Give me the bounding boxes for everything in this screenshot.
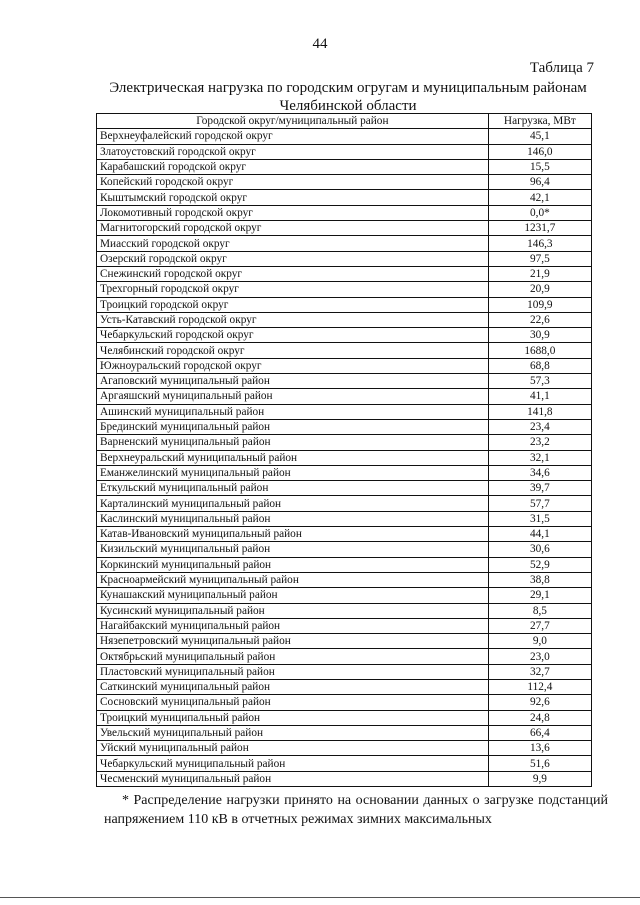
load-value-cell: 1688,0 xyxy=(488,343,591,358)
table-row xyxy=(97,374,592,389)
district-name-cell: Карталинский муниципальный район xyxy=(97,496,489,511)
table-row xyxy=(97,511,592,526)
load-value-cell: 32,7 xyxy=(488,664,591,679)
load-value-cell: 68,8 xyxy=(488,358,591,373)
district-name-cell: Сосновский муниципальный район xyxy=(97,695,489,710)
table-row xyxy=(97,542,592,557)
page-number: 44 xyxy=(312,36,328,52)
table-row xyxy=(97,419,592,434)
table-row xyxy=(97,221,592,236)
table-row xyxy=(97,572,592,587)
load-value-cell: 92,6 xyxy=(488,695,591,710)
district-name-cell: Катав-Ивановский муниципальный район xyxy=(97,527,489,542)
table-row xyxy=(97,450,592,465)
table-row xyxy=(97,205,592,220)
district-name-cell: Октябрьский муниципальный район xyxy=(97,649,489,664)
district-name-cell: Чесменский муниципальный район xyxy=(97,771,489,786)
table-row xyxy=(97,404,592,419)
district-name-cell: Нязепетровский муниципальный район xyxy=(97,634,489,649)
table-row xyxy=(97,634,592,649)
footnote: * Распределение нагрузки принято на основании данных о загрузке подстанций напряжением 110 кВ в отчетных режимах зимних максимальных xyxy=(104,793,608,827)
load-value-cell: 20,9 xyxy=(488,282,591,297)
table-row xyxy=(97,328,592,343)
load-value-cell: 66,4 xyxy=(488,725,591,740)
load-value-cell: 34,6 xyxy=(488,465,591,480)
district-name-cell: Верхнеуфалейский городской округ xyxy=(97,129,489,144)
table-row xyxy=(97,312,592,327)
district-name-cell: Верхнеуральский муниципальный район xyxy=(97,450,489,465)
load-value-cell: 45,1 xyxy=(488,129,591,144)
district-name-cell: Агаповский муниципальный район xyxy=(97,374,489,389)
load-value-cell: 0,0* xyxy=(488,205,591,220)
load-value-cell: 24,8 xyxy=(488,710,591,725)
load-value-cell: 39,7 xyxy=(488,481,591,496)
table-row xyxy=(97,557,592,572)
load-value-cell: 57,7 xyxy=(488,496,591,511)
load-value-cell: 29,1 xyxy=(488,588,591,603)
district-name-cell: Кыштымский городской округ xyxy=(97,190,489,205)
header-district: Городской округ/муниципальный район xyxy=(97,114,489,129)
table-row xyxy=(97,496,592,511)
table-title: Электрическая нагрузка по городским огругам и муниципальным районам Челябинской области xyxy=(109,80,587,114)
district-name-cell: Еманжелинский муниципальный район xyxy=(97,465,489,480)
load-value-cell: 52,9 xyxy=(488,557,591,572)
load-value-cell: 109,9 xyxy=(488,297,591,312)
load-value-cell: 57,3 xyxy=(488,374,591,389)
table-row xyxy=(97,190,592,205)
district-name-cell: Еткульский муниципальный район xyxy=(97,481,489,496)
load-value-cell: 112,4 xyxy=(488,679,591,694)
header-load: Нагрузка, МВт xyxy=(488,114,591,129)
district-name-cell: Магнитогорский городской округ xyxy=(97,221,489,236)
district-name-cell: Нагайбакский муниципальный район xyxy=(97,618,489,633)
district-name-cell: Ашинский муниципальный район xyxy=(97,404,489,419)
district-name-cell: Варненский муниципальный район xyxy=(97,435,489,450)
load-value-cell: 42,1 xyxy=(488,190,591,205)
district-name-cell: Чебаркульский городской округ xyxy=(97,328,489,343)
district-name-cell: Троицкий муниципальный район xyxy=(97,710,489,725)
district-name-cell: Кизильский муниципальный район xyxy=(97,542,489,557)
table-row xyxy=(97,465,592,480)
load-value-cell: 30,9 xyxy=(488,328,591,343)
district-name-cell: Каслинский муниципальный район xyxy=(97,511,489,526)
load-value-cell: 51,6 xyxy=(488,756,591,771)
table-row xyxy=(97,282,592,297)
load-value-cell: 32,1 xyxy=(488,450,591,465)
table-row xyxy=(97,741,592,756)
district-name-cell: Снежинский городской округ xyxy=(97,266,489,281)
load-value-cell: 44,1 xyxy=(488,527,591,542)
district-name-cell: Копейский городской округ xyxy=(97,175,489,190)
table-header-row xyxy=(97,114,592,129)
table-row xyxy=(97,159,592,174)
load-table xyxy=(96,113,592,787)
district-name-cell: Пластовский муниципальный район xyxy=(97,664,489,679)
table-row xyxy=(97,618,592,633)
load-value-cell: 97,5 xyxy=(488,251,591,266)
district-name-cell: Троицкий городской округ xyxy=(97,297,489,312)
district-name-cell: Кусинский муниципальный район xyxy=(97,603,489,618)
district-name-cell: Красноармейский муниципальный район xyxy=(97,572,489,587)
load-value-cell: 23,4 xyxy=(488,419,591,434)
table-row xyxy=(97,710,592,725)
district-name-cell: Уйский муниципальный район xyxy=(97,741,489,756)
load-value-cell: 141,8 xyxy=(488,404,591,419)
district-name-cell: Брединский муниципальный район xyxy=(97,419,489,434)
table-row xyxy=(97,236,592,251)
district-name-cell: Усть-Катавский городской округ xyxy=(97,312,489,327)
load-value-cell: 30,6 xyxy=(488,542,591,557)
table-row xyxy=(97,725,592,740)
load-value-cell: 21,9 xyxy=(488,266,591,281)
load-value-cell: 41,1 xyxy=(488,389,591,404)
table-row xyxy=(97,664,592,679)
district-name-cell: Челябинский городской округ xyxy=(97,343,489,358)
table-row xyxy=(97,527,592,542)
page-bottom-edge xyxy=(0,897,640,898)
table-row xyxy=(97,389,592,404)
table-row xyxy=(97,175,592,190)
district-name-cell: Локомотивный городской округ xyxy=(97,205,489,220)
table-row xyxy=(97,297,592,312)
load-value-cell: 27,7 xyxy=(488,618,591,633)
district-name-cell: Саткинский муниципальный район xyxy=(97,679,489,694)
table-row xyxy=(97,695,592,710)
district-name-cell: Чебаркульский муниципальный район xyxy=(97,756,489,771)
load-value-cell: 23,0 xyxy=(488,649,591,664)
district-name-cell: Коркинский муниципальный район xyxy=(97,557,489,572)
load-value-cell: 23,2 xyxy=(488,435,591,450)
load-value-cell: 1231,7 xyxy=(488,221,591,236)
table-row xyxy=(97,771,592,786)
district-name-cell: Южноуральский городской округ xyxy=(97,358,489,373)
load-value-cell: 38,8 xyxy=(488,572,591,587)
district-name-cell: Аргаяшский муниципальный район xyxy=(97,389,489,404)
table-row xyxy=(97,343,592,358)
district-name-cell: Озерский городской округ xyxy=(97,251,489,266)
table-row xyxy=(97,144,592,159)
table-row xyxy=(97,129,592,144)
load-value-cell: 9,0 xyxy=(488,634,591,649)
table-body xyxy=(97,129,592,787)
table-row xyxy=(97,756,592,771)
table-label: Таблица 7 xyxy=(529,60,594,76)
load-value-cell: 22,6 xyxy=(488,312,591,327)
district-name-cell: Златоустовский городской округ xyxy=(97,144,489,159)
table-row xyxy=(97,251,592,266)
district-name-cell: Увельский муниципальный район xyxy=(97,725,489,740)
load-value-cell: 15,5 xyxy=(488,159,591,174)
load-value-cell: 96,4 xyxy=(488,175,591,190)
load-value-cell: 31,5 xyxy=(488,511,591,526)
table-row xyxy=(97,435,592,450)
table-row xyxy=(97,358,592,373)
district-name-cell: Миасский городской округ xyxy=(97,236,489,251)
district-name-cell: Кунашакский муниципальный район xyxy=(97,588,489,603)
load-value-cell: 8,5 xyxy=(488,603,591,618)
table-row xyxy=(97,266,592,281)
table-row xyxy=(97,481,592,496)
load-value-cell: 9,9 xyxy=(488,771,591,786)
district-name-cell: Трехгорный городской округ xyxy=(97,282,489,297)
table-row xyxy=(97,603,592,618)
table-row xyxy=(97,649,592,664)
load-value-cell: 146,0 xyxy=(488,144,591,159)
district-name-cell: Карабашский городской округ xyxy=(97,159,489,174)
table-row xyxy=(97,679,592,694)
table-row xyxy=(97,588,592,603)
load-value-cell: 146,3 xyxy=(488,236,591,251)
load-value-cell: 13,6 xyxy=(488,741,591,756)
